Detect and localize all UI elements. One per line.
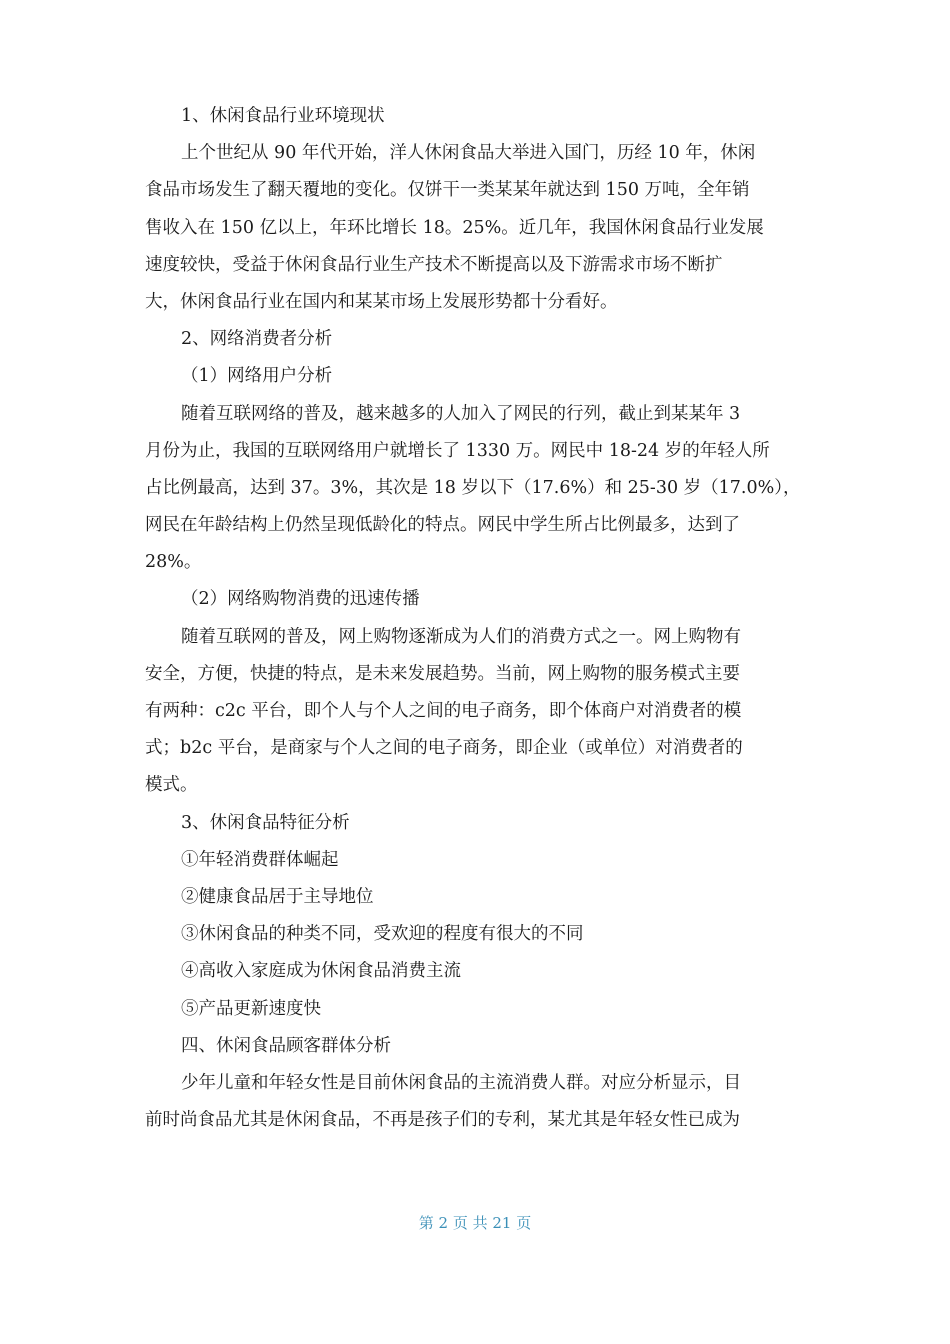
text-line: 1、休闲食品行业环境现状 xyxy=(181,106,385,126)
text-line: （2）网络购物消费的迅速传播 xyxy=(181,589,420,610)
text-line: 前时尚食品尤其是休闲食品，不再是孩子们的专利，某尤其是年轻女性已成为 xyxy=(145,1110,740,1131)
text-line: 28%。 xyxy=(145,552,202,573)
text-line: 食品市场发生了翻天覆地的变化。仅饼干一类某某年就达到 150 万吨，全年销 xyxy=(145,180,750,201)
text-line: 2、网络消费者分析 xyxy=(181,329,333,350)
document-body xyxy=(145,98,810,1139)
text-line: 式；b2c 平台，是商家与个人之间的电子商务，即企业（或单位）对消费者的 xyxy=(145,738,743,759)
text-line: ③休闲食品的种类不同，受欢迎的程度有很大的不同 xyxy=(181,924,584,945)
text-line: 上个世纪从 90 年代开始，洋人休闲食品大举进入国门，历经 10 年，休闲 xyxy=(181,143,756,164)
text-line: 占比例最高，达到 37。3%，其次是 18 岁以下（17.6%）和 25-30 岁（17.0%）， xyxy=(145,477,801,498)
text-line: ④高收入家庭成为休闲食品消费主流 xyxy=(181,961,461,982)
text-line: ⑤产品更新速度快 xyxy=(181,998,321,1019)
text-line: 随着互联网的普及，网上购物逐渐成为人们的消费方式之一。网上购物有 xyxy=(181,626,741,647)
text-line: 网民在年龄结构上仍然呈现低龄化的特点。网民中学生所占比例最多，达到了 xyxy=(145,515,740,536)
text-line: 售收入在 150 亿以上，年环比增长 18。25%。近几年，我国休闲食品行业发展 xyxy=(145,217,764,238)
text-line: 大，休闲食品行业在国内和某某市场上发展形势都十分看好。 xyxy=(145,291,618,312)
text-line: 有两种：c2c 平台，即个人与个人之间的电子商务，即个体商户对消费者的模 xyxy=(145,701,742,721)
text-line: 少年儿童和年轻女性是目前休闲食品的主流消费人群。对应分析显示，目 xyxy=(181,1072,741,1093)
text-line: 月份为止，我国的互联网络用户就增长了 1330 万。网民中 18-24 岁的年轻人所 xyxy=(145,440,770,461)
text-line: 安全，方便，快捷的特点，是未来发展趋势。当前，网上购物的服务模式主要 xyxy=(145,663,740,684)
text-line: ②健康食品居于主导地位 xyxy=(181,886,374,907)
page-footer: 第 2 页 共 21 页 xyxy=(418,1214,532,1232)
text-line: 模式。 xyxy=(145,775,198,796)
text-line: 四、休闲食品顾客群体分析 xyxy=(181,1035,391,1056)
text-line: 速度较快，受益于休闲食品行业生产技术不断提高以及下游需求市场不断扩 xyxy=(145,254,723,275)
text-line: 随着互联网络的普及，越来越多的人加入了网民的行列，截止到某某年 3 xyxy=(181,403,741,424)
text-line: （1）网络用户分析 xyxy=(181,366,333,387)
text-line: 3、休闲食品特征分析 xyxy=(181,812,350,833)
text-line: ①年轻消费群体崛起 xyxy=(181,849,339,870)
